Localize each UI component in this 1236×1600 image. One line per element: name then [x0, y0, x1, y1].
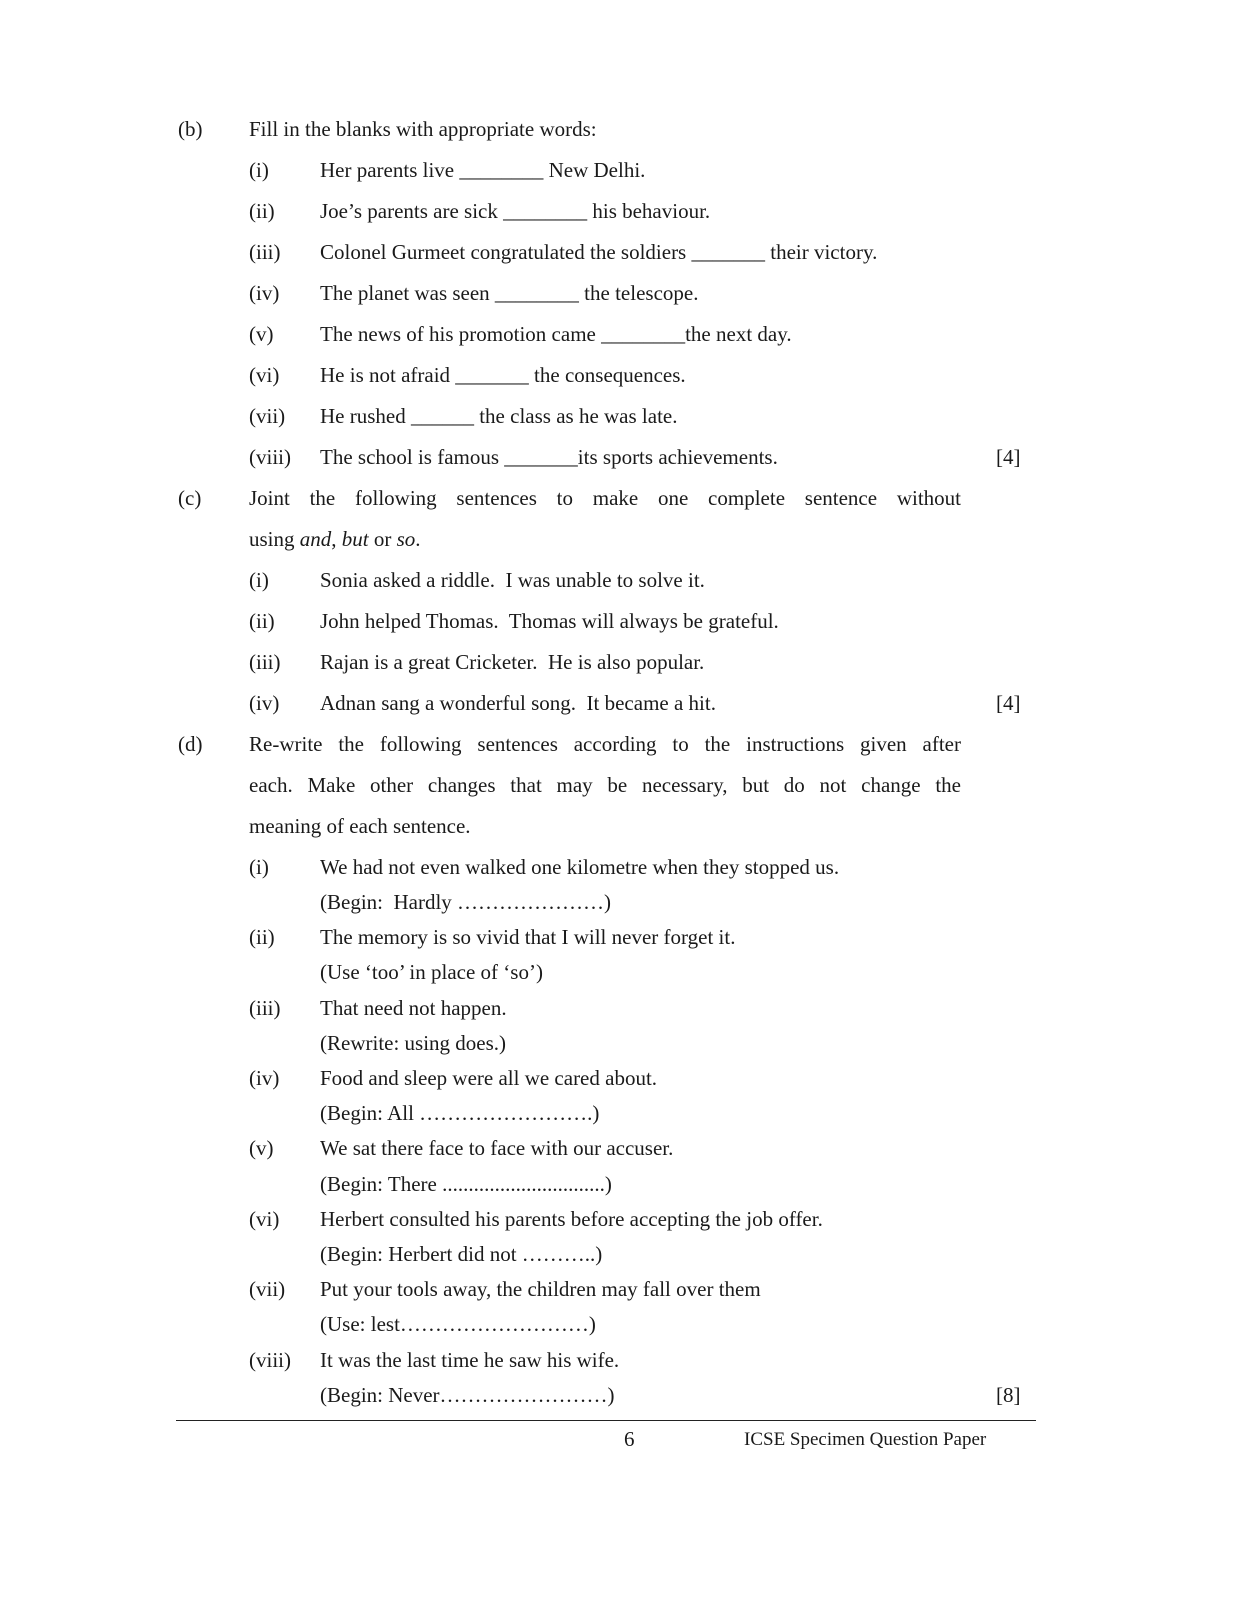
item-number: (vii): [249, 404, 286, 428]
item-number: (v): [249, 322, 274, 346]
item-text: We had not even walked one kilometre when they stopped us.: [320, 855, 840, 879]
item-number: (iii): [249, 650, 281, 674]
page-number: 6: [624, 1427, 635, 1451]
item-number: (iv): [249, 691, 280, 715]
item-number: (iii): [249, 240, 281, 264]
item-number: (viii): [249, 1348, 291, 1372]
italic-word: so: [396, 527, 416, 551]
item-hint: (Begin: There ...............................): [320, 1172, 612, 1196]
item-number: (iv): [249, 1066, 280, 1090]
item-number: (vi): [249, 1207, 280, 1231]
item-text: Adnan sang a wonderful song. It became a hit.: [320, 691, 716, 715]
item-text: Food and sleep were all we cared about.: [320, 1066, 658, 1090]
section-instruction-line: each. Make other changes that may be necessary, but do not change the: [249, 773, 961, 797]
section-label: (d): [178, 732, 203, 756]
item-hint: (Begin: Herbert did not ………..): [320, 1242, 603, 1266]
item-text: That need not happen.: [320, 996, 507, 1020]
item-hint: (Use: lest………………………): [320, 1312, 596, 1336]
item-number: (ii): [249, 199, 275, 223]
section-label: (b): [178, 117, 203, 141]
item-text: Her parents live ________ New Delhi.: [320, 158, 646, 182]
item-hint: (Use ‘too’ in place of ‘so’): [320, 960, 543, 984]
item-hint: (Begin: Never……………………): [320, 1383, 615, 1407]
item-number: (i): [249, 568, 269, 592]
item-number: (viii): [249, 445, 291, 469]
item-text: Joe’s parents are sick ________ his behaviour.: [320, 199, 711, 223]
item-text: Herbert consulted his parents before accepting the job offer.: [320, 1207, 823, 1231]
italic-word: but: [341, 527, 369, 551]
marks-label: [4]: [996, 445, 1021, 469]
item-number: (iv): [249, 281, 280, 305]
item-number: (ii): [249, 925, 275, 949]
item-text: He is not afraid _______ the consequences.: [320, 363, 686, 387]
item-number: (ii): [249, 609, 275, 633]
footer-divider: [176, 1420, 1036, 1421]
item-text: He rushed ______ the class as he was late.: [320, 404, 678, 428]
item-number: (i): [249, 855, 269, 879]
item-hint: (Begin: Hardly …………………): [320, 890, 612, 914]
item-text: It was the last time he saw his wife.: [320, 1348, 620, 1372]
item-text: The news of his promotion came ________the next day.: [320, 322, 792, 346]
item-number: (vi): [249, 363, 280, 387]
item-hint: (Rewrite: using does.): [320, 1031, 507, 1055]
section-instruction-line: Joint the following sentences to make one complete sentence without: [249, 486, 961, 510]
item-number: (iii): [249, 996, 281, 1020]
section-instruction-line: Re-write the following sentences according to the instructions given after: [249, 732, 961, 756]
footer-title: ICSE Specimen Question Paper: [744, 1429, 987, 1450]
item-text: Put your tools away, the children may fall over them: [320, 1277, 761, 1301]
item-number: (vii): [249, 1277, 286, 1301]
item-number: (i): [249, 158, 269, 182]
item-text: Sonia asked a riddle. I was unable to solve it.: [320, 568, 705, 592]
section-instruction: Fill in the blanks with appropriate words:: [249, 117, 597, 141]
item-text: The school is famous _______its sports achievements.: [320, 445, 778, 469]
item-text: The planet was seen ________ the telescope.: [320, 281, 699, 305]
marks-label: [8]: [996, 1383, 1021, 1407]
item-text: Rajan is a great Cricketer. He is also popular.: [320, 650, 705, 674]
item-hint: (Begin: All …………………….): [320, 1101, 600, 1125]
marks-label: [4]: [996, 691, 1021, 715]
item-text: John helped Thomas. Thomas will always be grateful.: [320, 609, 779, 633]
item-number: (v): [249, 1136, 274, 1160]
item-text: The memory is so vivid that I will never forget it.: [320, 925, 736, 949]
italic-word: and: [299, 527, 332, 551]
item-text: We sat there face to face with our accuser.: [320, 1136, 674, 1160]
section-instruction-line: meaning of each sentence.: [249, 814, 471, 838]
item-text: Colonel Gurmeet congratulated the soldiers _______ their victory.: [320, 240, 878, 264]
section-label: (c): [178, 486, 202, 510]
